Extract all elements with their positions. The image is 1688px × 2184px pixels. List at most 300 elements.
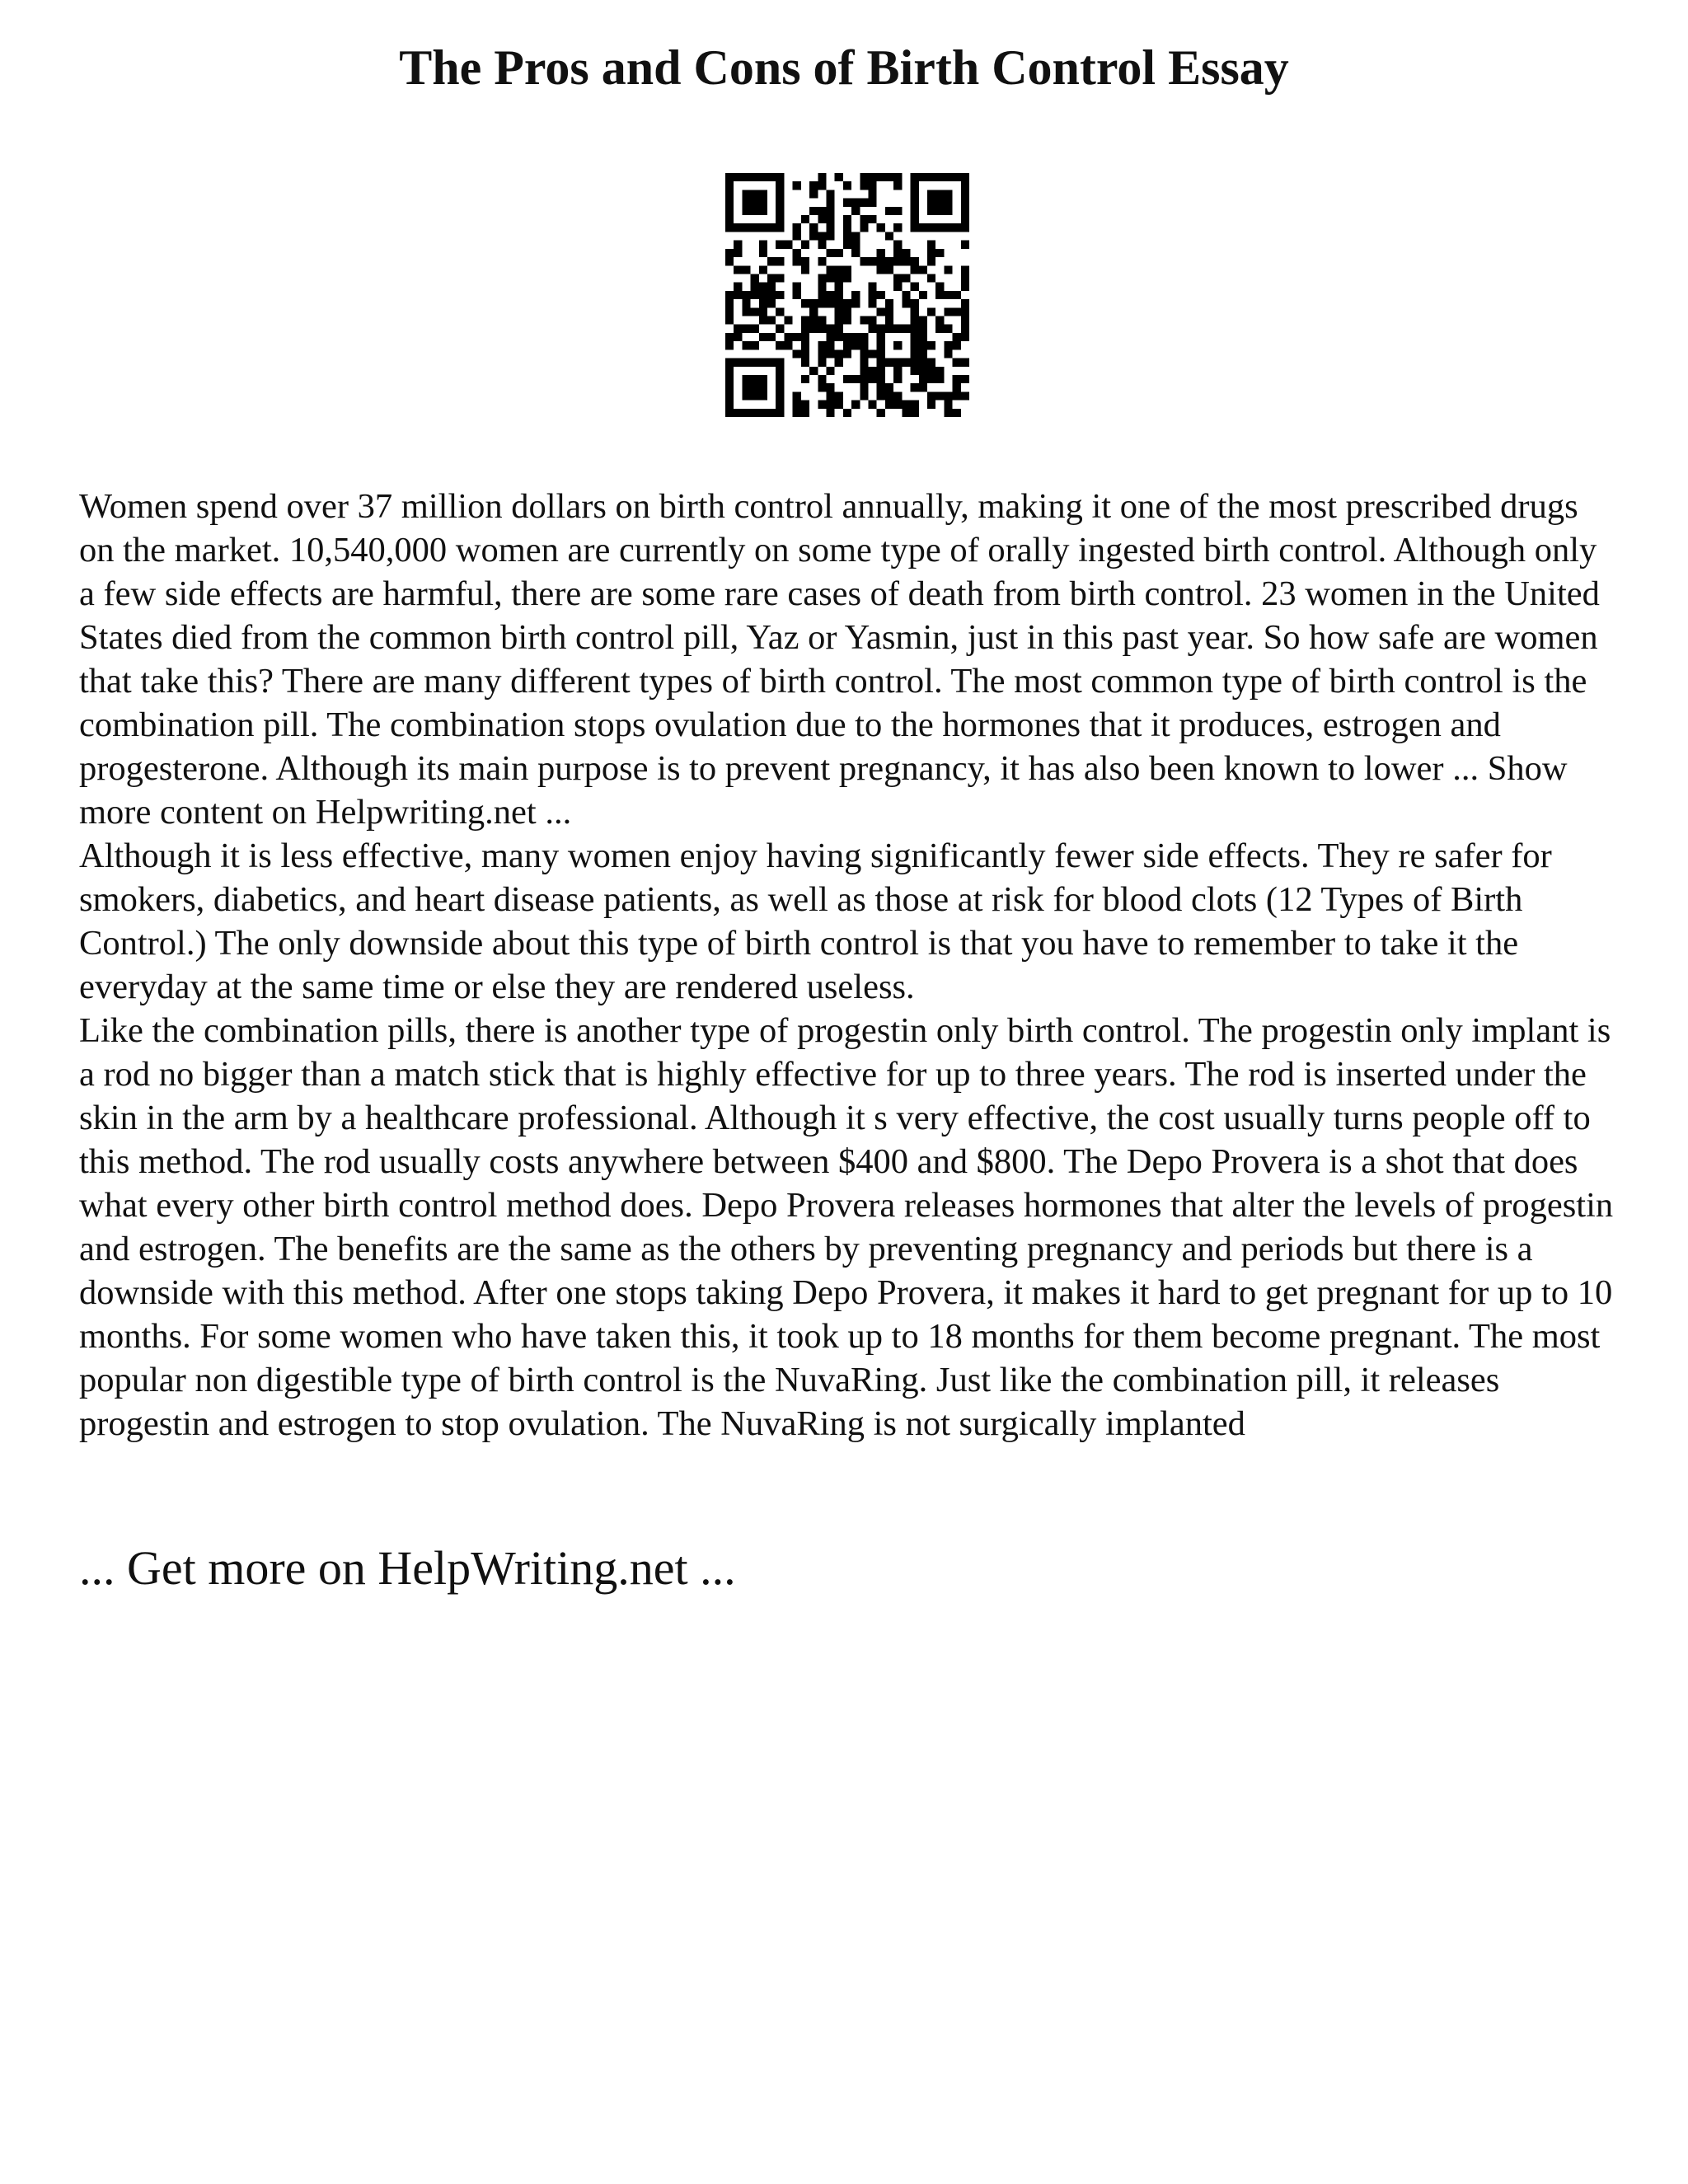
qr-module: [877, 375, 885, 383]
qr-module: [818, 341, 826, 349]
qr-module: [877, 291, 885, 299]
qr-module: [751, 391, 759, 400]
qr-module: [826, 265, 834, 274]
qr-module: [734, 249, 742, 257]
qr-module: [919, 333, 927, 341]
qr-module: [851, 375, 860, 383]
qr-module: [869, 375, 877, 383]
qr-module: [759, 333, 767, 341]
qr-module: [759, 249, 767, 257]
qr-module: [776, 367, 784, 375]
qr-module: [893, 401, 902, 409]
qr-module: [944, 291, 952, 299]
qr-module: [935, 375, 944, 383]
qr-module: [860, 316, 868, 325]
qr-module: [826, 325, 834, 333]
qr-module: [835, 274, 843, 282]
qr-module: [826, 341, 834, 349]
qr-module: [953, 333, 961, 341]
qr-module: [742, 223, 750, 232]
qr-module: [835, 173, 843, 181]
qr-module: [751, 274, 759, 282]
qr-module: [961, 274, 969, 282]
qr-module: [877, 173, 885, 181]
qr-module: [911, 325, 919, 333]
qr-module: [801, 325, 809, 333]
qr-module: [911, 333, 919, 341]
qr-module: [751, 307, 759, 316]
qr-module: [911, 215, 919, 223]
qr-module: [809, 325, 818, 333]
qr-module: [776, 190, 784, 198]
qr-module: [911, 359, 919, 367]
qr-module: [953, 291, 961, 299]
qr-module: [835, 307, 843, 316]
qr-module: [902, 249, 910, 257]
qr-module: [759, 207, 767, 215]
qr-module: [860, 349, 868, 358]
qr-module: [818, 257, 826, 265]
qr-module: [793, 401, 801, 409]
qr-module: [902, 257, 910, 265]
qr-module: [927, 367, 935, 375]
qr-module: [826, 349, 834, 358]
qr-module: [742, 359, 750, 367]
qr-module: [801, 333, 809, 341]
qr-module: [919, 375, 927, 383]
qr-module: [961, 359, 969, 367]
qr-module: [911, 383, 919, 391]
qr-module: [953, 383, 961, 391]
qr-module: [793, 181, 801, 190]
qr-module: [751, 207, 759, 215]
qr-module: [826, 207, 834, 215]
qr-module: [776, 223, 784, 232]
qr-module: [725, 223, 734, 232]
qr-module: [919, 316, 927, 325]
qr-module: [809, 307, 818, 316]
qr-module: [725, 291, 734, 299]
qr-module: [843, 341, 851, 349]
qr-module: [893, 375, 902, 383]
qr-module: [893, 325, 902, 333]
qr-module: [776, 341, 784, 349]
qr-module: [751, 341, 759, 349]
qr-module: [869, 190, 877, 198]
qr-module: [961, 199, 969, 207]
qr-module: [902, 359, 910, 367]
qr-module: [927, 391, 935, 400]
qr-module: [835, 333, 843, 341]
qr-module: [843, 307, 851, 316]
qr-module: [927, 359, 935, 367]
qr-module: [919, 341, 927, 349]
qr-module: [851, 232, 860, 240]
qr-module: [885, 257, 893, 265]
qr-module: [860, 367, 868, 375]
qr-module: [818, 241, 826, 249]
qr-module: [751, 359, 759, 367]
qr-module: [809, 181, 818, 190]
qr-module: [893, 207, 902, 215]
qr-module: [927, 199, 935, 207]
qr-module: [885, 299, 893, 307]
qr-module: [953, 409, 961, 417]
qr-module: [885, 207, 893, 215]
qr-module: [877, 359, 885, 367]
qr-module: [793, 283, 801, 291]
qr-module: [877, 409, 885, 417]
qr-module: [818, 401, 826, 409]
qr-module: [751, 199, 759, 207]
qr-module: [851, 333, 860, 341]
qr-module: [826, 199, 834, 207]
qr-module: [835, 265, 843, 274]
qr-module: [809, 207, 818, 215]
qr-module: [877, 265, 885, 274]
qr-module: [869, 401, 877, 409]
qr-module: [843, 232, 851, 240]
qr-module: [911, 367, 919, 375]
qr-module: [725, 359, 734, 367]
qr-module: [759, 316, 767, 325]
qr-module: [734, 359, 742, 367]
qr-module: [818, 359, 826, 367]
qr-module: [893, 223, 902, 232]
qr-module: [944, 325, 952, 333]
qr-module: [919, 349, 927, 358]
qr-module: [776, 307, 784, 316]
qr-module: [893, 359, 902, 367]
qr-module: [751, 223, 759, 232]
qr-module: [809, 299, 818, 307]
qr-module: [919, 173, 927, 181]
qr-module: [961, 223, 969, 232]
qr-module: [801, 316, 809, 325]
qr-module: [818, 375, 826, 383]
qr-module: [869, 367, 877, 375]
qr-module: [935, 391, 944, 400]
qr-module: [869, 325, 877, 333]
qr-module: [935, 190, 944, 198]
qr-module: [776, 199, 784, 207]
qr-module: [961, 307, 969, 316]
qr-module: [935, 207, 944, 215]
qr-module: [885, 316, 893, 325]
qr-module: [767, 409, 776, 417]
qr-module: [885, 391, 893, 400]
qr-module: [935, 249, 944, 257]
qr-module: [734, 333, 742, 341]
qr-module: [742, 265, 750, 274]
qr-module: [919, 383, 927, 391]
qr-module: [742, 325, 750, 333]
qr-module: [877, 249, 885, 257]
qr-module: [944, 391, 952, 400]
page-title: The Pros and Cons of Birth Control Essay: [399, 40, 1289, 95]
qr-module: [944, 409, 952, 417]
qr-module: [843, 215, 851, 223]
qr-module: [944, 401, 952, 409]
qr-module: [893, 341, 902, 349]
qr-module: [793, 249, 801, 257]
qr-module: [751, 409, 759, 417]
qr-module: [935, 291, 944, 299]
qr-module: [742, 207, 750, 215]
qr-module: [742, 341, 750, 349]
qr-module: [885, 307, 893, 316]
qr-module: [869, 215, 877, 223]
qr-module: [759, 391, 767, 400]
qr-module: [944, 341, 952, 349]
qr-module: [961, 283, 969, 291]
qr-module: [885, 401, 893, 409]
qr-module: [961, 391, 969, 400]
qr-module: [776, 181, 784, 190]
qr-module: [725, 299, 734, 307]
qr-module: [843, 409, 851, 417]
qr-module: [893, 241, 902, 249]
qr-module: [759, 409, 767, 417]
qr-module: [911, 199, 919, 207]
qr-module: [953, 375, 961, 383]
qr-module: [826, 232, 834, 240]
qr-module: [944, 349, 952, 358]
qr-module: [818, 316, 826, 325]
qr-module: [734, 241, 742, 249]
qr-module: [919, 325, 927, 333]
qr-module: [851, 291, 860, 299]
qr-module: [860, 333, 868, 341]
qr-module: [801, 265, 809, 274]
qr-module: [944, 207, 952, 215]
qr-module: [776, 274, 784, 282]
qr-module: [725, 375, 734, 383]
qr-module: [793, 333, 801, 341]
qr-module: [869, 349, 877, 358]
qr-module: [961, 316, 969, 325]
qr-module: [860, 341, 868, 349]
qr-module: [893, 249, 902, 257]
qr-module: [725, 316, 734, 325]
qr-module: [843, 199, 851, 207]
qr-module: [742, 391, 750, 400]
qr-module: [818, 274, 826, 282]
qr-module: [927, 274, 935, 282]
qr-module: [725, 199, 734, 207]
qr-module: [877, 391, 885, 400]
qr-module: [851, 241, 860, 249]
qr-module: [877, 383, 885, 391]
qr-module: [935, 173, 944, 181]
get-more-link[interactable]: ... Get more on HelpWriting.net ...: [79, 1541, 736, 1595]
qr-module: [885, 173, 893, 181]
qr-module: [869, 257, 877, 265]
qr-module: [734, 291, 742, 299]
qr-module: [961, 325, 969, 333]
qr-module: [919, 265, 927, 274]
qr-module: [725, 190, 734, 198]
qr-module: [860, 173, 868, 181]
qr-module: [776, 207, 784, 215]
qr-module: [759, 265, 767, 274]
essay-paragraph-2: Although it is less effective, many women enjoy having significantly fewer side effects. They re safer for smokers, diabetics, and heart disease patients, as well as those at risk for blood clots (12 Types of Birth Control.) The only downside about this type of birth control is that you have to remember to take it the everyday at the same time or else they are rendered useless.: [79, 837, 1552, 1006]
qr-module: [776, 291, 784, 299]
qr-module: [902, 274, 910, 282]
qr-module: [885, 325, 893, 333]
qr-code-icon[interactable]: [725, 173, 969, 417]
qr-module: [809, 367, 818, 375]
qr-module: [801, 401, 809, 409]
qr-module: [961, 173, 969, 181]
qr-module: [801, 215, 809, 223]
qr-module: [851, 199, 860, 207]
qr-module: [734, 283, 742, 291]
qr-module: [860, 181, 868, 190]
qr-module: [742, 190, 750, 198]
qr-module: [869, 299, 877, 307]
qr-module: [818, 173, 826, 181]
qr-module: [725, 173, 734, 181]
qr-module: [818, 283, 826, 291]
qr-module: [885, 359, 893, 367]
qr-module: [911, 265, 919, 274]
qr-module: [742, 291, 750, 299]
qr-module: [809, 232, 818, 240]
qr-module: [793, 349, 801, 358]
qr-module: [893, 391, 902, 400]
qr-module: [826, 299, 834, 307]
qr-module: [885, 383, 893, 391]
qr-module: [961, 207, 969, 215]
qr-module: [835, 291, 843, 299]
qr-module: [927, 207, 935, 215]
qr-module: [767, 257, 776, 265]
qr-module: [751, 325, 759, 333]
qr-module: [809, 223, 818, 232]
qr-module: [725, 181, 734, 190]
qr-module: [911, 257, 919, 265]
qr-module: [902, 291, 910, 299]
qr-module: [759, 307, 767, 316]
qr-module: [860, 375, 868, 383]
qr-module: [835, 249, 843, 257]
qr-module: [734, 409, 742, 417]
qr-module: [851, 401, 860, 409]
qr-module: [818, 299, 826, 307]
qr-module: [835, 359, 843, 367]
qr-module: [835, 349, 843, 358]
qr-module: [869, 199, 877, 207]
qr-module: [767, 316, 776, 325]
qr-module: [759, 383, 767, 391]
qr-module: [759, 173, 767, 181]
qr-module: [893, 181, 902, 190]
qr-module: [961, 215, 969, 223]
qr-module: [935, 325, 944, 333]
qr-module: [893, 274, 902, 282]
qr-module: [801, 359, 809, 367]
qr-module: [893, 173, 902, 181]
qr-module: [877, 257, 885, 265]
qr-module: [776, 241, 784, 249]
qr-module: [885, 265, 893, 274]
qr-module: [725, 367, 734, 375]
qr-module: [725, 341, 734, 349]
qr-module: [801, 409, 809, 417]
qr-module: [826, 190, 834, 198]
qr-module: [911, 349, 919, 358]
qr-module: [826, 391, 834, 400]
qr-module: [742, 409, 750, 417]
qr-module: [835, 325, 843, 333]
qr-module: [911, 223, 919, 232]
qr-module: [843, 181, 851, 190]
qr-module: [877, 367, 885, 375]
qr-module: [911, 341, 919, 349]
qr-module: [767, 291, 776, 299]
qr-module: [919, 291, 927, 299]
qr-module: [944, 173, 952, 181]
qr-module: [927, 249, 935, 257]
qr-module: [776, 409, 784, 417]
qr-module: [893, 283, 902, 291]
qr-module: [877, 333, 885, 341]
qr-module: [877, 341, 885, 349]
qr-module: [801, 299, 809, 307]
qr-module: [725, 257, 734, 265]
essay-body: [79, 485, 1620, 1446]
qr-module: [860, 199, 868, 207]
qr-module: [843, 375, 851, 383]
qr-module: [759, 299, 767, 307]
qr-module: [843, 241, 851, 249]
qr-module: [953, 173, 961, 181]
qr-module: [911, 283, 919, 291]
qr-module: [818, 215, 826, 223]
qr-module: [835, 401, 843, 409]
qr-module: [851, 249, 860, 257]
qr-module: [725, 383, 734, 391]
qr-module: [776, 383, 784, 391]
qr-module: [734, 265, 742, 274]
qr-module: [734, 223, 742, 232]
qr-module: [877, 307, 885, 316]
qr-module: [953, 307, 961, 316]
qr-module: [851, 299, 860, 307]
qr-module: [826, 383, 834, 391]
qr-module: [751, 375, 759, 383]
essay-paragraph-1: Women spend over 37 million dollars on birth control annually, making it one of the most prescribed drugs on the market. 10,540,000 women are currently on some type of orally ingested birth control. Although only a few side effects are harmful, there are some rare cases of death from birth control. 23 women in the United States died from the common birth control pill, Yaz or Yasmin, just in this past year. So how safe are women that take this? There are many different types of birth control. The most common type of birth control is the combination pill. The combination stops ovulation due to the hormones that it produces, estrogen and progesterone. Although its main purpose is to prevent pregnancy, it has also been known to lower ... Show more content on Helpwriting.net ...: [79, 487, 1600, 832]
qr-module: [860, 391, 868, 400]
qr-module: [902, 325, 910, 333]
qr-module: [818, 181, 826, 190]
qr-module: [776, 173, 784, 181]
qr-module: [793, 291, 801, 299]
qr-module: [877, 223, 885, 232]
qr-module: [911, 409, 919, 417]
qr-module: [935, 223, 944, 232]
qr-module: [835, 391, 843, 400]
qr-module: [767, 359, 776, 367]
qr-module: [911, 190, 919, 198]
qr-module: [911, 207, 919, 215]
qr-module: [751, 190, 759, 198]
qr-module: [826, 291, 834, 299]
qr-module: [961, 241, 969, 249]
qr-module: [801, 375, 809, 383]
qr-module: [826, 215, 834, 223]
